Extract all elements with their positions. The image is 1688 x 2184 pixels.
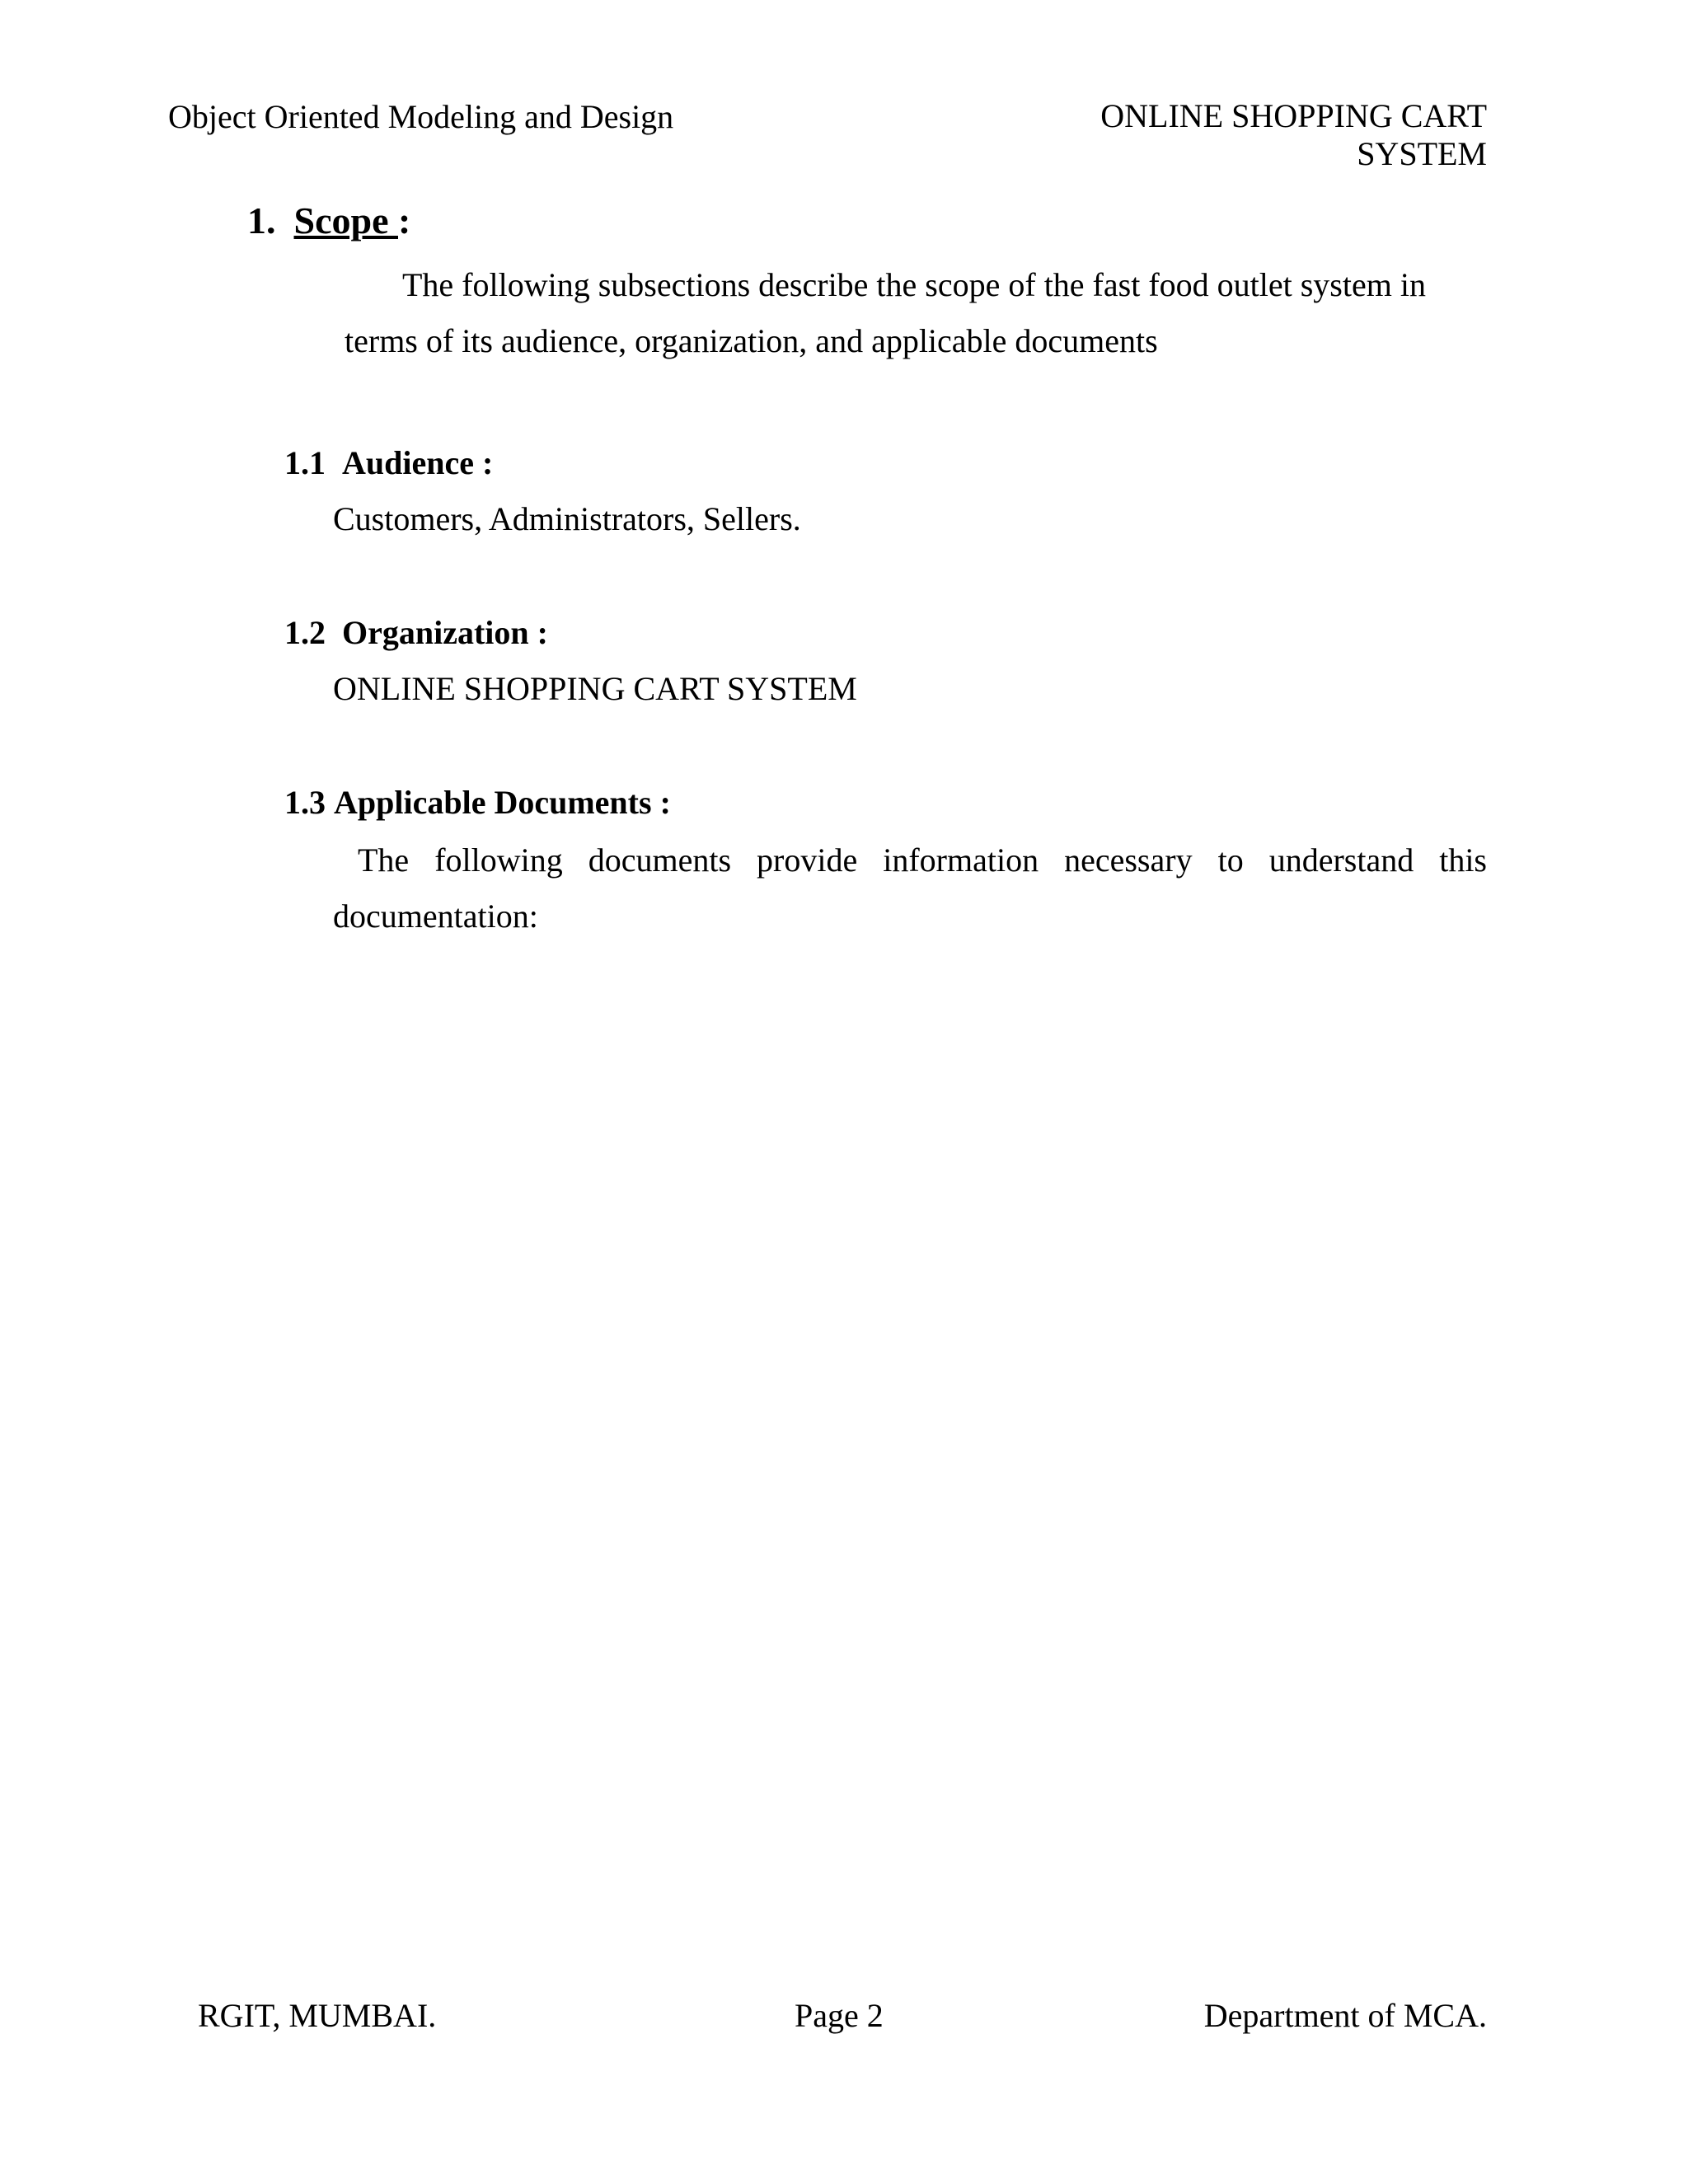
subsection-number: 1.3 <box>284 784 326 821</box>
section-title: Scope <box>293 199 398 241</box>
section-heading <box>247 198 410 244</box>
header-right-line1: ONLINE SHOPPING CART <box>1100 97 1487 134</box>
subsection-heading-applicable-documents <box>284 783 671 823</box>
section-colon: : <box>398 199 411 241</box>
applicable-documents-text: The following documents provide information necessary to understand this documentation: <box>333 841 1487 935</box>
section-intro <box>345 257 1441 369</box>
subsection-heading-audience <box>284 443 493 483</box>
subsection-heading-organization <box>284 613 548 653</box>
subsection-body-organization: ONLINE SHOPPING CART SYSTEM <box>333 670 857 707</box>
subsection-number: 1.2 <box>284 614 326 651</box>
subsection-number: 1.1 <box>284 444 326 481</box>
subsection-title: Applicable Documents : <box>334 784 671 821</box>
header-left-text: Object Oriented Modeling and Design <box>168 98 674 135</box>
header-right-line2: SYSTEM <box>1357 135 1487 172</box>
section-number: 1. <box>247 199 276 241</box>
subsection-title: Organization : <box>342 614 548 651</box>
header-right-text <box>1100 97 1487 173</box>
subsection-body-applicable-documents <box>333 832 1487 944</box>
footer-left-text: RGIT, MUMBAI. <box>198 1997 437 2034</box>
footer-page-number: Page 2 <box>795 1997 884 2034</box>
section-intro-text: The following subsections describe the scope of the fast food outlet system in terms of its audience, organization, and applicable documents <box>345 266 1426 359</box>
footer-right-text: Department of MCA. <box>1203 1997 1487 2034</box>
subsection-title: Audience : <box>342 444 494 481</box>
subsection-body-audience: Customers, Administrators, Sellers. <box>333 500 801 537</box>
